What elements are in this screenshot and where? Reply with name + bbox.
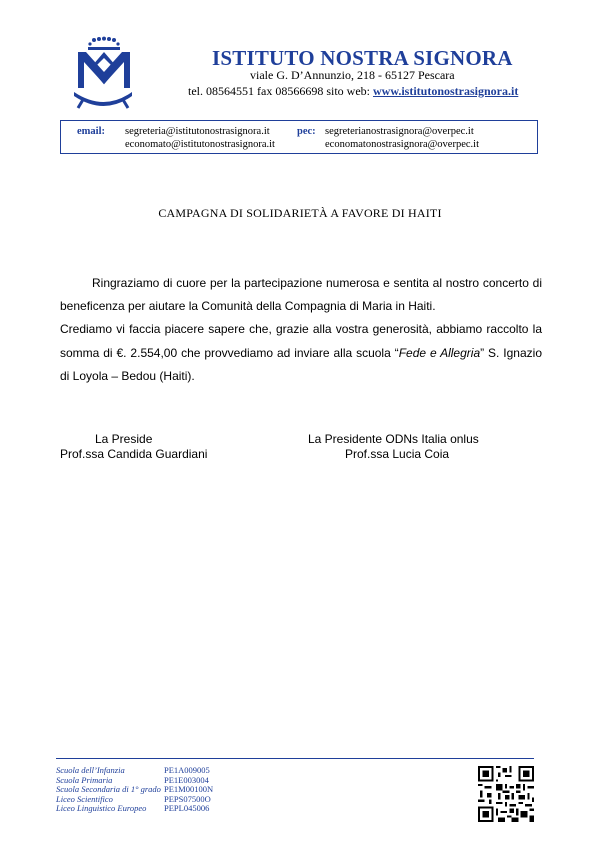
school-code-row: Liceo Linguistico Europeo PEPL045006 [56,803,210,814]
paragraph-thanks: Ringraziamo di cuore per la partecipazione numerosa e sentita al nostro concerto di beneficenza per aiutare la Comunità della Compagnia di Maria in Haiti. [60,276,542,314]
school-address: viale G. D’Annunzio, 218 - 65127 Pescara [250,68,455,82]
school-code-row: Scuola Primaria PE1E003004 [56,774,209,785]
right-signature-name: Prof.ssa Lucia Coia [345,447,450,461]
footer-divider [56,758,534,759]
pec-address-1[interactable]: segreterianostrasignora@overpec.it [325,126,474,137]
left-signature-name: Prof.ssa Candida Guardiani [60,447,208,461]
school-codes [56,766,213,814]
pec-address-2[interactable]: economatonostrasignora@overpec.it [325,139,479,150]
paragraph-donation: Crediamo vi faccia piacere sapere che, grazie alla vostra generosità, abbiamo raccolto la somma di €. 2.554,00 che provvediamo ad inviare alla scuola “Fede e Allegria” S. Ignazio di Loyola – Bedou (Haiti). [60,322,542,383]
website-link[interactable]: www.istitutonostrasignora.it [372,84,519,98]
qr-code-icon [478,766,534,822]
school-name-italic: Fede e Allegria [398,345,481,360]
right-signature-role: La Presidente ODNs Italia onlus [308,432,479,446]
contact-phone-fax: tel. 08564551 fax 08566698 sito web: [188,84,373,98]
email-address-1[interactable]: segreteria@istitutonostrasignora.it [125,126,270,137]
school-code-row: Scuola dell’Infanzia PE1A009005 [56,765,210,775]
contact-line [188,84,518,99]
document-title: CAMPAGNA DI SOLIDARIETÀ A FAVORE DI HAITI [158,206,442,220]
school-code-row: Scuola Secondaria di 1° grado PE1M00100N [56,784,214,795]
school-code-row: Liceo Scientifico PEPS07500O [56,793,211,804]
left-signature-role: La Preside [95,432,153,446]
email-address-2[interactable]: economato@istitutonostrasignora.it [125,139,275,150]
email-box [60,120,538,154]
school-name: ISTITUTO NOSTRA SIGNORA [212,46,513,70]
school-logo [70,36,136,110]
letter-body [60,272,542,388]
email-label: email: [77,126,105,137]
pec-label: pec: [297,126,316,137]
